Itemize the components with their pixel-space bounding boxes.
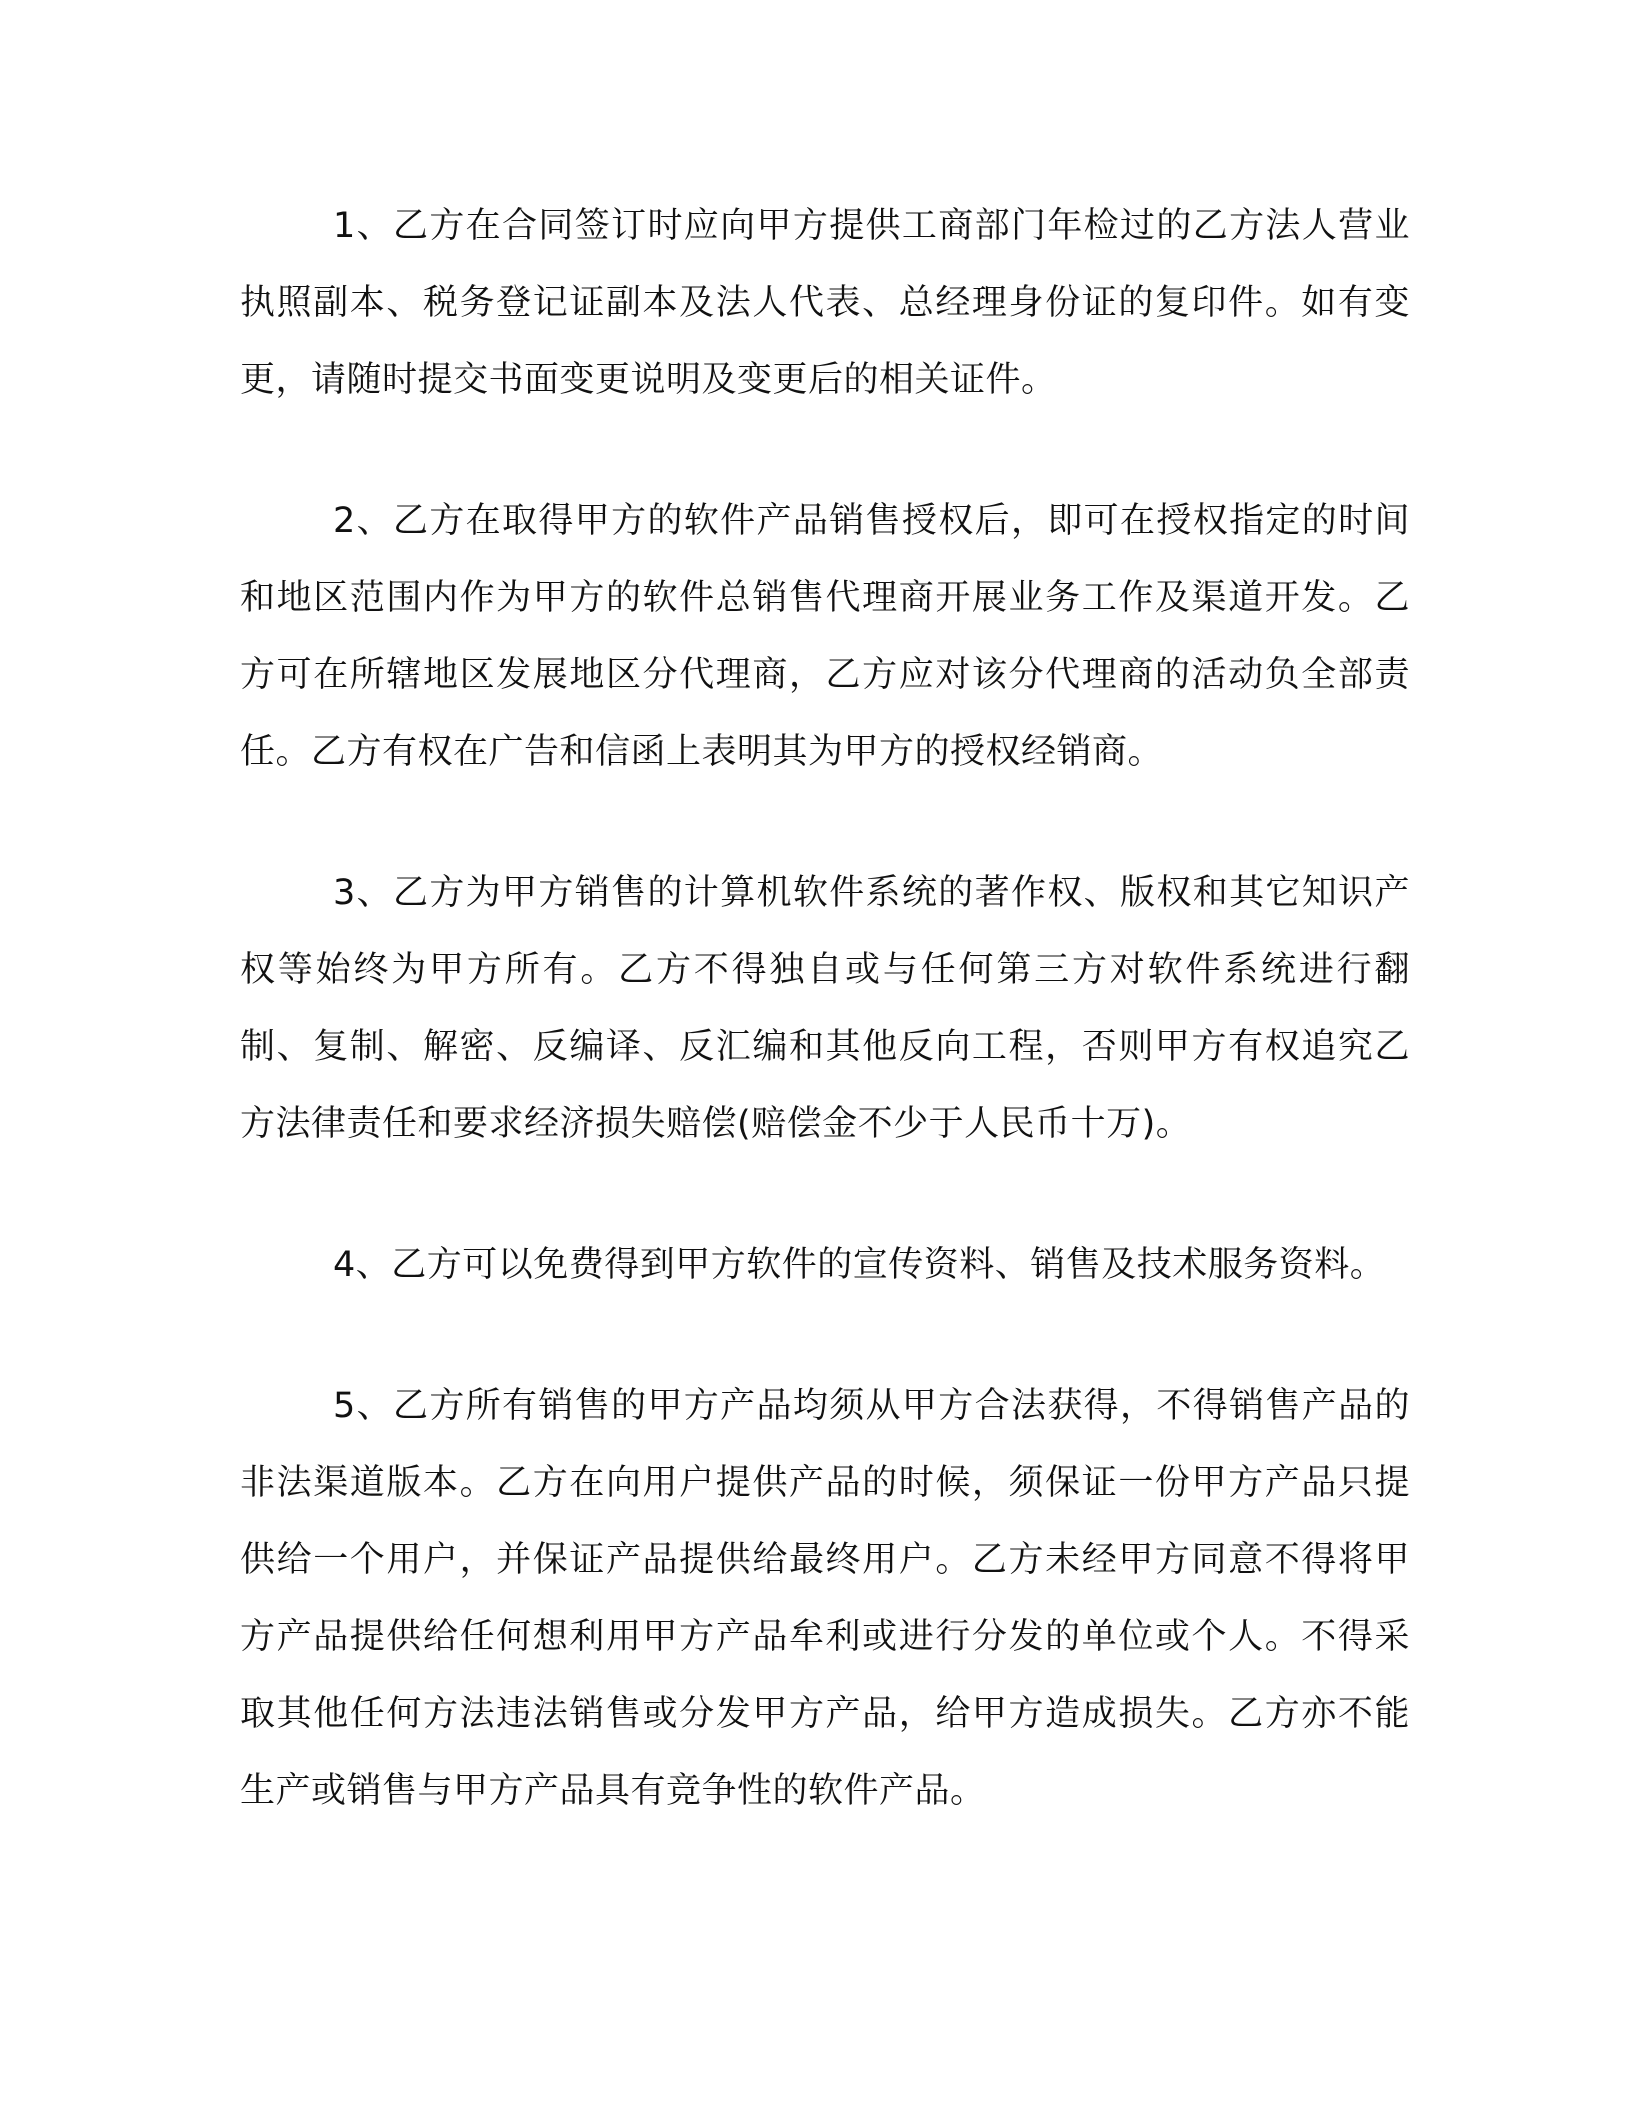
clause-2-paragraph: 2、乙方在取得甲方的软件产品销售授权后，即可在授权指定的时间和地区范围内作为甲方的软件总销售代理商开展业务工作及渠道开发。乙方可在所辖地区发展地区分代理商，乙方应对该分代理商的活动负全部责任。乙方有权在广告和信函上表明其为甲方的授权经销商。 bbox=[240, 501, 1410, 772]
clause-5-paragraph: 5、乙方所有销售的甲方产品均须从甲方合法获得，不得销售产品的非法渠道版本。乙方在向用户提供产品的时候，须保证一份甲方产品只提供给一个用户，并保证产品提供给最终用户。乙方未经甲方同意不得将甲方产品提供给任何想利用甲方产品牟利或进行分发的单位或个人。不得采取其他任何方法违法销售或分发甲方产品，给甲方造成损失。乙方亦不能生产或销售与甲方产品具有竞争性的软件产品。 bbox=[240, 1386, 1410, 1811]
clause-3-paragraph: 3、乙方为甲方销售的计算机软件系统的著作权、版权和其它知识产权等始终为甲方所有。乙方不得独自或与任何第三方对软件系统进行翻制、复制、解密、反编译、反汇编和其他反向工程，否则甲方有权追究乙方法律责任和要求经济损失赔偿(赔偿金不少于人民币十万)。 bbox=[240, 873, 1410, 1144]
document-body bbox=[240, 188, 1410, 1894]
clause-1-paragraph: 1、乙方在合同签订时应向甲方提供工商部门年检过的乙方法人营业执照副本、税务登记证副本及法人代表、总经理身份证的复印件。如有变更，请随时提交书面变更说明及变更后的相关证件。 bbox=[240, 206, 1410, 400]
clause-4-paragraph: 4、乙方可以免费得到甲方软件的宣传资料、销售及技术服务资料。 bbox=[333, 1245, 1386, 1285]
